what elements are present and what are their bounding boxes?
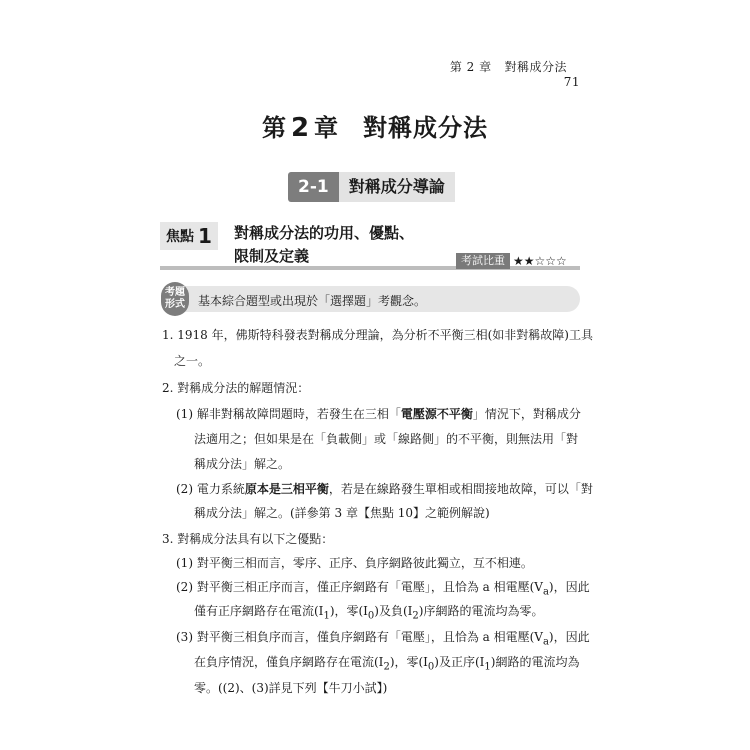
p3-3-line-3: 零。((2)、(3)詳見下列【牛刀小試】) [194,681,388,695]
p3-2-text-e: )及負(I [374,604,413,618]
p2-1-line-2: 法適用之；但如果是在「負載側」或「線路側」的不平衡，則無法用「對 [194,432,579,446]
p1-line-2: 之一。 [174,354,211,368]
p3-2-text-a: (2) 對平衡三相正序而言，僅正序網路有「電壓」，且恰為 a 相電壓(V [176,580,543,594]
p2-1-emphasis: 電壓源不平衡 [400,407,473,421]
exam-weight-stars: ★★☆☆☆ [513,253,567,268]
exam-form-badge [161,282,189,316]
p3-3-line-2 [194,653,579,672]
chapter-number: 2 [290,113,311,143]
p3-heading: 3. 對稱成分法具有以下之優點： [162,532,334,546]
p3-3-text-f: )網路的電流均為 [490,655,580,669]
exam-weight [456,252,567,269]
p3-3-line-1 [176,628,590,647]
p3-3-sub-2: 2 [383,661,390,673]
p2-2-line-2: 稱成分法」解之。(詳參第 3 章【焦點 10】之範例解說) [194,506,490,520]
exam-form-text: 基本綜合題型或出現於「選擇題」考觀念。 [198,294,427,308]
p3-2-sub-1: 1 [323,610,330,622]
exam-weight-label: 考試比重 [456,253,510,269]
p2-2-text-c: ，若是在線路發生單相或相間接地故障，可以「對 [328,482,593,496]
section-heading [288,172,455,202]
p2-2-text-a: (2) 電力系統 [176,482,245,496]
p3-2-line-1 [176,578,590,597]
focus-title-line-1: 對稱成分法的功用、優點、 [234,224,415,242]
p3-2-text-f: )序網路的電流均為零。 [418,604,544,618]
section-title: 對稱成分導論 [339,172,455,202]
p3-3-text-e: )及正序(I [434,655,485,669]
p3-1-line: (1) 對平衡三相而言，零序、正序、負序網路彼此獨立，互不相連。 [176,556,533,570]
chapter-title [0,108,750,143]
p2-1-text-a: (1) 解非對稱故障問題時，若發生在三相「 [176,407,401,421]
p3-2-sub-0: 0 [367,610,375,622]
p2-1-line-1 [176,405,581,422]
p3-2-line-2 [194,602,543,621]
section-number: 2-1 [288,172,339,202]
chapter-suffix: 章 [314,114,340,142]
p3-3-sub-a: a [542,636,549,648]
p3-3-text-d: )，零(I [389,655,428,669]
p2-1-line-3: 稱成分法」解之。 [194,457,291,471]
focus-number: 1 [198,224,212,248]
running-header [440,58,580,89]
header-chapter-label: 第 2 章 [449,60,492,74]
page-number: 71 [563,75,580,89]
p2-1-text-c: 」情況下，對稱成分 [472,407,581,421]
p1-line-1: 1. 1918 年，佛斯特科發表對稱成分理論，為分析不平衡三相(如非對稱故障)工具 [162,328,593,342]
exam-form-badge-line-2: 形式 [165,299,185,310]
header-chapter-name: 對稱成分法 [504,60,568,74]
focus-title [234,222,414,268]
p3-3-sub-1: 1 [484,661,491,673]
p3-3-sub-0: 0 [427,661,435,673]
focus-title-line-2: 限制及定義 [234,247,310,265]
p3-2-text-d: )，零(I [329,604,368,618]
p3-2-text-c: 僅有正序網路存在電流(I [194,604,324,618]
p3-2-sub-2: 2 [412,610,419,622]
p3-3-text-c: 在負序情況，僅負序網路存在電流(I [194,655,384,669]
focus-label-text: 焦點 [166,229,195,245]
chapter-name: 對稱成分法 [363,114,489,142]
focus-label [160,222,218,250]
p3-3-text-a: (3) 對平衡三相負序而言，僅負序網路有「電壓」，且恰為 a 相電壓(V [176,630,543,644]
chapter-prefix: 第 [261,114,287,142]
p2-heading: 2. 對稱成分法的解題情況： [162,381,310,395]
exam-form-badge-line-1: 考題 [165,287,185,298]
p3-3-text-b: )，因此 [548,630,590,644]
p2-2-line-1 [176,480,593,497]
p2-2-emphasis: 原本是三相平衡 [244,482,329,496]
p3-2-sub-a: a [542,586,549,598]
p3-2-text-b: )，因此 [548,580,590,594]
